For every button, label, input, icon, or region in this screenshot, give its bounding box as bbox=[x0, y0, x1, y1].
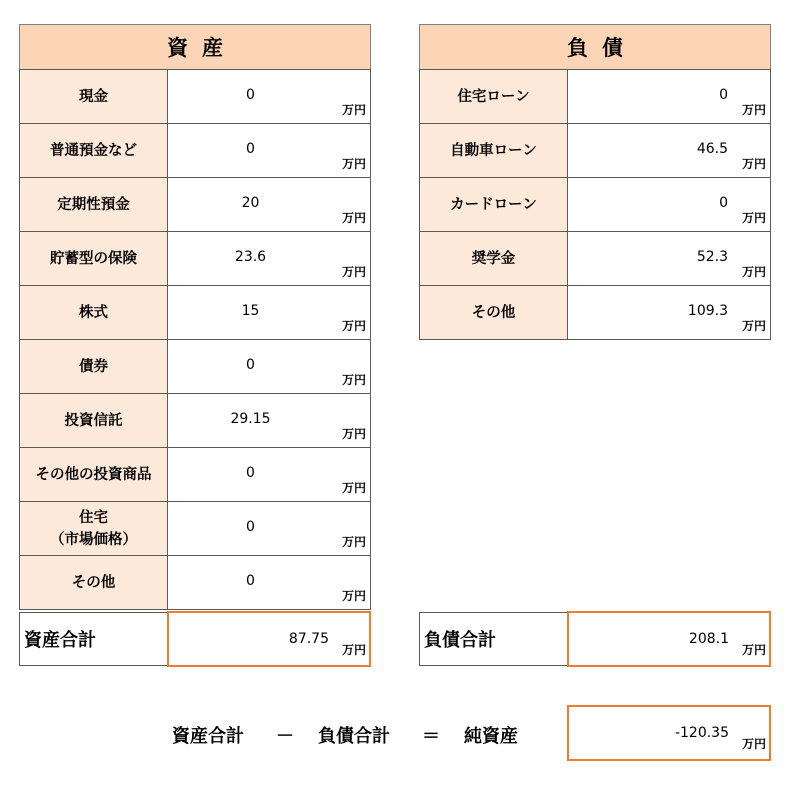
assets-header: 資産 bbox=[19, 24, 371, 70]
liability-unit: 万円 bbox=[741, 319, 766, 333]
asset-row-label-text: 定期性預金 bbox=[57, 196, 130, 213]
asset-unit: 万円 bbox=[341, 157, 366, 171]
asset-value-cell[interactable] bbox=[168, 502, 371, 555]
liability-row-label-text: 奨学金 bbox=[471, 250, 516, 267]
asset-row-label-text: その他の投資商品 bbox=[35, 466, 152, 483]
liabilities-total-label: 負債合計 bbox=[419, 612, 569, 666]
liability-unit: 万円 bbox=[741, 103, 766, 117]
net-assets-value: -120.35 bbox=[674, 725, 729, 741]
asset-value-cell[interactable] bbox=[168, 178, 371, 231]
liability-value: 0 bbox=[719, 87, 728, 103]
liability-row-label-text: 住宅ローン bbox=[457, 88, 530, 105]
asset-value: 0 bbox=[246, 573, 255, 589]
asset-row bbox=[20, 124, 371, 178]
asset-row-label-text: 住宅 bbox=[79, 510, 108, 527]
liability-value: 109.3 bbox=[687, 303, 728, 319]
asset-value: 0 bbox=[246, 141, 255, 157]
asset-value: 15 bbox=[241, 303, 260, 319]
equation-equals: ＝ bbox=[422, 726, 440, 747]
liability-row-label bbox=[420, 286, 568, 339]
asset-value-cell[interactable] bbox=[168, 232, 371, 285]
liability-row bbox=[420, 286, 771, 340]
asset-row bbox=[20, 340, 371, 394]
asset-value-cell[interactable] bbox=[168, 286, 371, 339]
asset-value-cell[interactable] bbox=[168, 124, 371, 177]
assets-table bbox=[19, 69, 371, 610]
equation-term1: 資産合計 bbox=[172, 726, 244, 747]
asset-value-cell[interactable] bbox=[168, 448, 371, 501]
liability-row-label bbox=[420, 124, 568, 177]
liability-row-label bbox=[420, 70, 568, 123]
asset-unit: 万円 bbox=[341, 265, 366, 279]
liability-row-label-text: 自動車ローン bbox=[450, 142, 537, 159]
liability-unit: 万円 bbox=[741, 157, 766, 171]
liability-row bbox=[420, 70, 771, 124]
equation-term2: 負債合計 bbox=[318, 726, 390, 747]
equation-result-label: 純資産 bbox=[464, 726, 518, 747]
liability-row bbox=[420, 124, 771, 178]
asset-value-cell[interactable] bbox=[168, 556, 371, 609]
asset-row-label-text: 現金 bbox=[79, 88, 108, 105]
liability-value-cell[interactable] bbox=[568, 70, 771, 123]
assets-total-label: 資産合計 bbox=[19, 612, 169, 666]
asset-value: 0 bbox=[246, 519, 255, 535]
asset-value: 20 bbox=[241, 195, 260, 211]
assets-total-unit: 万円 bbox=[341, 643, 366, 657]
asset-row-label-text: 株式 bbox=[79, 304, 108, 321]
assets-total-box[interactable] bbox=[167, 611, 371, 667]
equation-minus: － bbox=[276, 726, 294, 747]
liability-value: 52.3 bbox=[696, 249, 728, 265]
asset-row bbox=[20, 502, 371, 556]
asset-row-label-text: （市場価格） bbox=[50, 531, 137, 548]
asset-value: 23.6 bbox=[234, 249, 267, 265]
liabilities-total-unit: 万円 bbox=[741, 643, 766, 657]
asset-row-label bbox=[20, 286, 168, 339]
liabilities-total-value: 208.1 bbox=[688, 631, 729, 647]
asset-row-label bbox=[20, 394, 168, 447]
asset-unit: 万円 bbox=[341, 211, 366, 225]
asset-row bbox=[20, 556, 371, 610]
liability-row-label-text: カードローン bbox=[450, 196, 537, 213]
asset-row-label-text: 債券 bbox=[79, 358, 108, 375]
asset-row-label bbox=[20, 340, 168, 393]
asset-row-label-text: その他 bbox=[71, 574, 116, 591]
liability-row-label bbox=[420, 178, 568, 231]
asset-row-label-text: 貯蓄型の保険 bbox=[50, 250, 137, 267]
liability-value-cell[interactable] bbox=[568, 232, 771, 285]
asset-row bbox=[20, 394, 371, 448]
liability-row-label-text: その他 bbox=[471, 304, 516, 321]
asset-unit: 万円 bbox=[341, 373, 366, 387]
liability-value: 0 bbox=[719, 195, 728, 211]
liability-value-cell[interactable] bbox=[568, 178, 771, 231]
asset-unit: 万円 bbox=[341, 319, 366, 333]
asset-row-label bbox=[20, 70, 168, 123]
liabilities-header: 負債 bbox=[419, 24, 771, 70]
asset-value-cell[interactable] bbox=[168, 70, 371, 123]
assets-total-value: 87.75 bbox=[288, 631, 329, 647]
liability-value: 46.5 bbox=[696, 141, 728, 157]
asset-row-label bbox=[20, 232, 168, 285]
asset-unit: 万円 bbox=[341, 103, 366, 117]
liability-unit: 万円 bbox=[741, 211, 766, 225]
asset-value-cell[interactable] bbox=[168, 340, 371, 393]
net-assets-unit: 万円 bbox=[741, 737, 766, 751]
asset-value: 0 bbox=[246, 465, 255, 481]
asset-unit: 万円 bbox=[341, 589, 366, 603]
liability-row bbox=[420, 232, 771, 286]
asset-row-label bbox=[20, 502, 168, 555]
asset-row bbox=[20, 286, 371, 340]
liability-value-cell[interactable] bbox=[568, 286, 771, 339]
asset-row bbox=[20, 232, 371, 286]
liabilities-total-box[interactable] bbox=[567, 611, 771, 667]
asset-row-label bbox=[20, 556, 168, 609]
asset-row-label-text: 普通預金など bbox=[50, 142, 137, 159]
asset-row-label bbox=[20, 124, 168, 177]
asset-value: 0 bbox=[246, 87, 255, 103]
net-assets-box[interactable] bbox=[567, 705, 771, 761]
asset-value: 29.15 bbox=[230, 411, 271, 427]
asset-value: 0 bbox=[246, 357, 255, 373]
asset-unit: 万円 bbox=[341, 535, 366, 549]
asset-row-label bbox=[20, 178, 168, 231]
liabilities-table bbox=[419, 69, 771, 340]
asset-row-label bbox=[20, 448, 168, 501]
asset-value-cell[interactable] bbox=[168, 394, 371, 447]
liability-value-cell[interactable] bbox=[568, 124, 771, 177]
asset-row bbox=[20, 448, 371, 502]
asset-unit: 万円 bbox=[341, 427, 366, 441]
liability-row-label bbox=[420, 232, 568, 285]
asset-row bbox=[20, 70, 371, 124]
asset-row bbox=[20, 178, 371, 232]
asset-row-label-text: 投資信託 bbox=[64, 412, 123, 429]
liability-unit: 万円 bbox=[741, 265, 766, 279]
liability-row bbox=[420, 178, 771, 232]
asset-unit: 万円 bbox=[341, 481, 366, 495]
